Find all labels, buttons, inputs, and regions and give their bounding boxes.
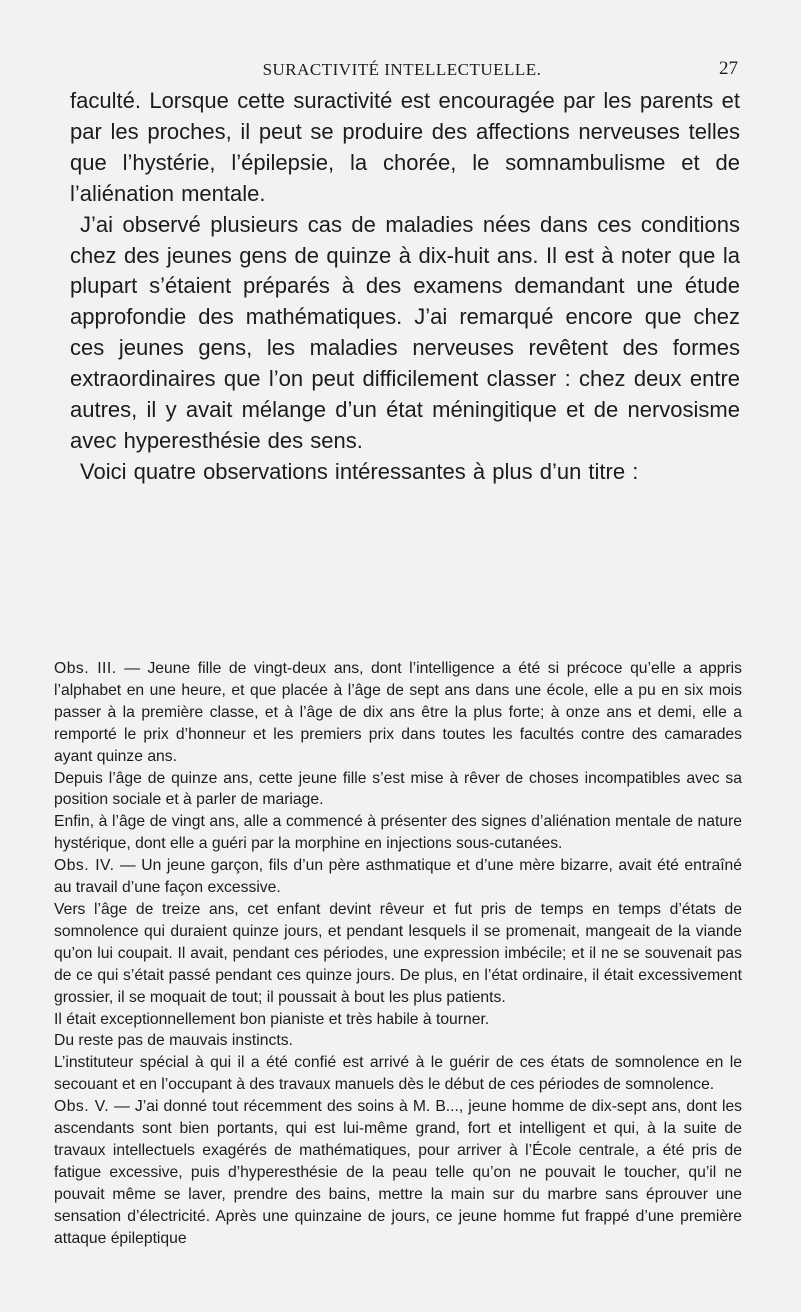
observation-4-text: — Un jeune garçon, fils d’un père asthmatique et d’une mère bizarre, avait été entraîné au travail d’une façon excessive. — [54, 857, 743, 897]
running-header — [66, 58, 738, 86]
paragraph-intro-observations: Voici quatre observations intéressantes à plus d’un titre : — [80, 458, 639, 484]
paragraph-observed-cases: J’ai observé plusieurs cas de maladies nées dans ces conditions chez des jeunes gens de quinze à dix-huit ans. Il est à noter que la plupart s’étaient préparés à des examens demandant une étude approfondie des mathématiques. J’ai remarqué encore que chez ces jeunes gens, les maladies nerveuses revêtent des formes extraordinaires que l’on peut difficilement classer : chez deux entre autres, il y avait mélange d’un état méningitique et de nervosisme avec hyperesthésie des sens. — [70, 211, 740, 453]
page-number: 27 — [719, 58, 738, 79]
observation-4 — [54, 855, 742, 899]
observation-4-paragraph-3: Il était exceptionnellement bon pianiste et très habile à tourner. — [54, 1010, 490, 1028]
observation-3-text: — Jeune fille de vingt-deux ans, dont l’intelligence a été si précoce qu’elle a appris l’alphabet en une heure, et que placée à l’âge de sept ans dans une école, elle a pu en six mois passer à la première classe, et à l’âge de dix ans être la plus forte; à onze ans et demi, elle a remporté le prix d’honneur et les premiers prix dans toutes les facultés contre des camarades ayant quinze ans. — [54, 660, 742, 765]
observation-3-label: Obs. III. — [54, 660, 117, 677]
observation-4-paragraph-2: Vers l’âge de treize ans, cet enfant devint rêveur et fut pris de temps en temps d’états de somnolence qui duraient quinze jours, et pendant lesquels il se promenait, mangeait de la viande qu’on lui coupait. Il avait, pendant ces périodes, une expression imbécile; et il ne se souvenait pas de ce qui s’était passé pendant ces quinze jours. De plus, en l’état ordinaire, il était excessivement grossier, il se moquait de tout; il poussait à bout les plus patients. — [54, 900, 742, 1006]
observation-4-paragraph-4: Du reste pas de mauvais instincts. — [54, 1032, 293, 1050]
observation-5-label: Obs. V. — [54, 1098, 110, 1116]
observation-3-paragraph-2: Depuis l’âge de quinze ans, cette jeune fille s’est mise à rêver de choses incompatibles avec sa position sociale et à parler de mariage. — [54, 769, 742, 809]
observation-4-paragraph-5: L’instituteur spécial à qui il a été confié est arrivé à le guérir de ces états de somnolence en le secouant et en l’occupant à des travaux manuels dès le début de ces périodes de somnolence. — [54, 1054, 742, 1094]
observation-5-text: — J’ai donné tout récemment des soins à M. B..., jeune homme de dix-sept ans, dont les ascendants sont bien portants, qui est lui-même grand, fort et intelligent et qui, à la suite de travaux intellectuels exagérés de mathématiques, pour arriver à l’École centrale, a été pris de fatigue excessive, puis d’hyperesthésie de la peau telle qu’on ne pouvait le toucher, qu’il ne pouvait même se laver, prendre des bains, mettre la main sur du marbre sans éprouver une sensation d’électricité. Après une quinzaine de jours, ce jeune homme fut frappé d’une première attaque épileptique — [54, 1098, 743, 1247]
observation-3-paragraph-3: Enfin, à l’âge de vingt ans, alle a commencé à présenter des signes d’aliénation mentale de nature hystérique, dont elle a guéri par la morphine en injections sous-cutanées. — [54, 813, 742, 853]
main-text-block — [70, 86, 740, 488]
observation-4-label: Obs. IV. — [54, 857, 115, 875]
paragraph-continuation: faculté. Lorsque cette suractivité est encouragée par les parents et par les proches, il peut se produire des affections nerveuses telles que l’hystérie, l’épilepsie, la chorée, le somnambulisme et de l’aliénation mentale. — [70, 88, 740, 206]
observation-5 — [54, 1096, 742, 1249]
running-title: SURACTIVITÉ INTELLECTUELLE. — [262, 60, 542, 79]
observations-block — [54, 658, 742, 1249]
observation-3 — [54, 658, 742, 768]
